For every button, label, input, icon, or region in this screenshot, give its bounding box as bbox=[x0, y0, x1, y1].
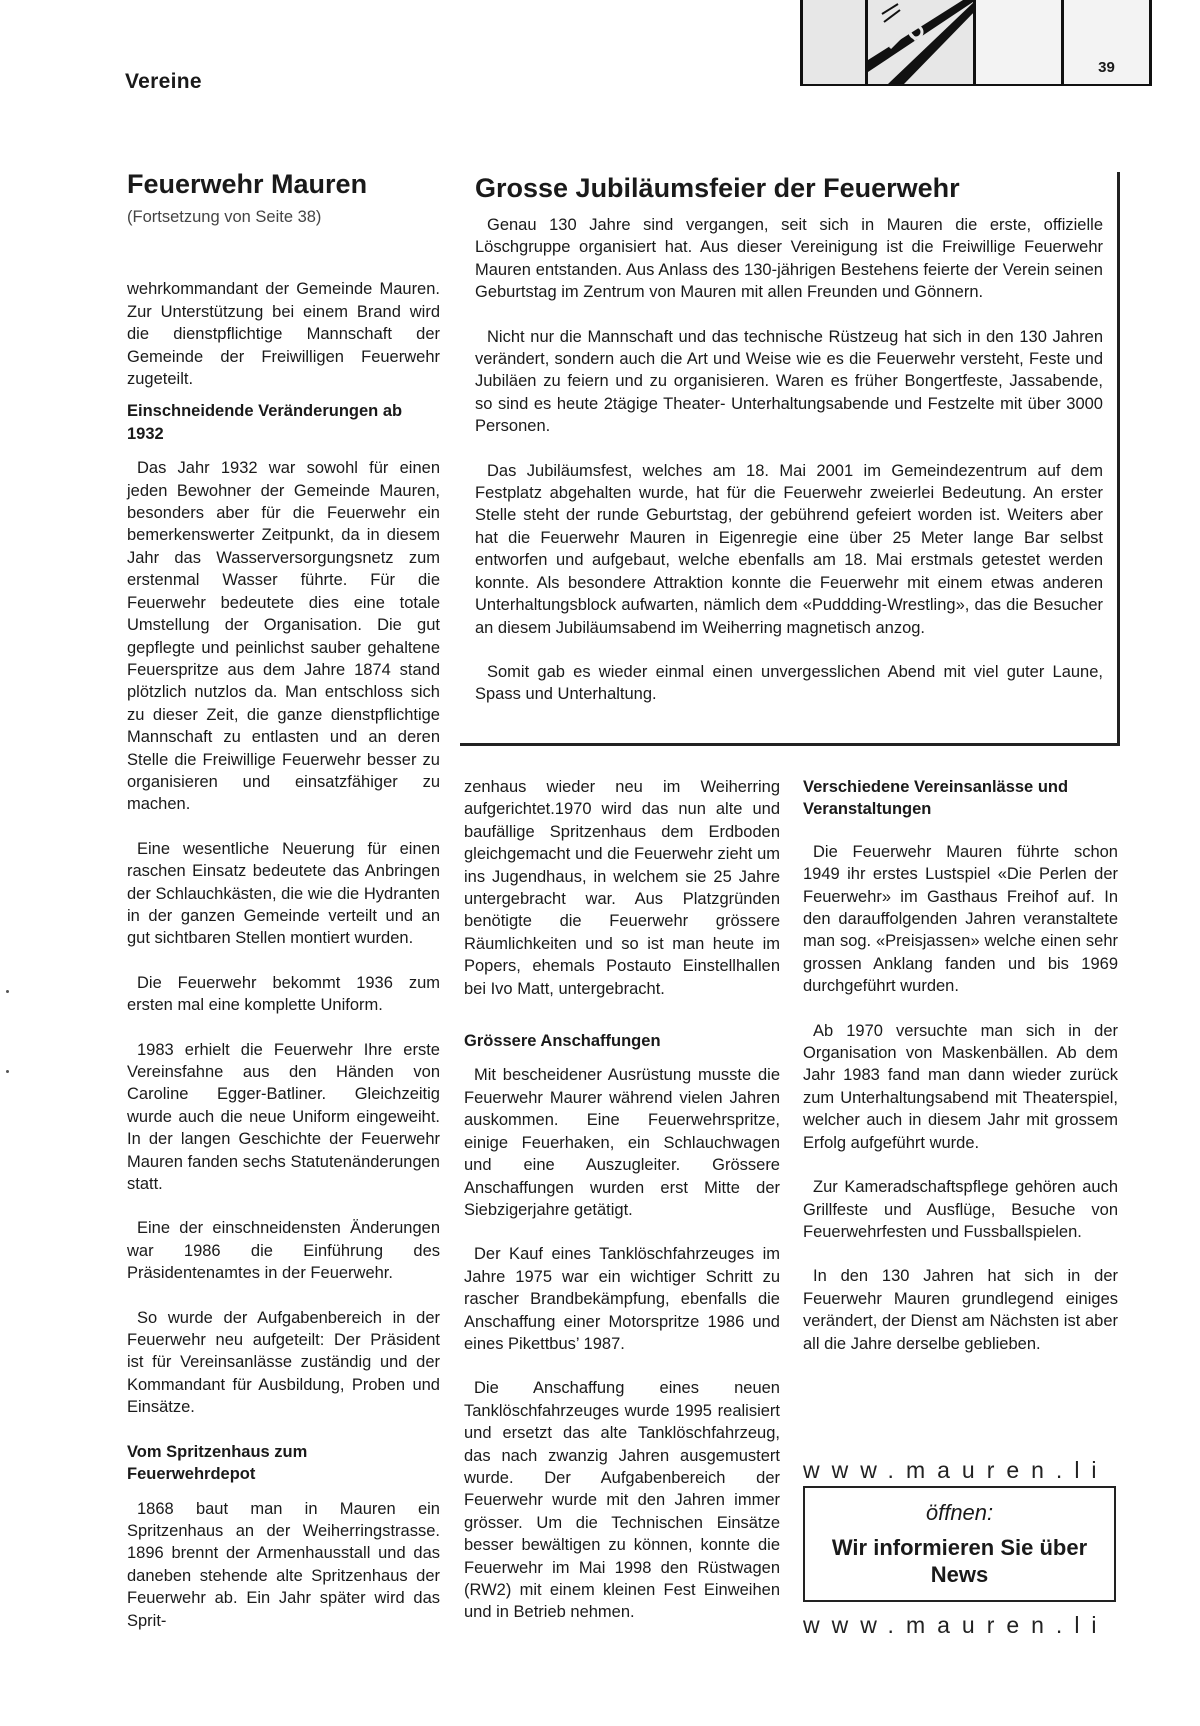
section-heading: Verschiedene Vereinsanlässe und Veranstaltungen bbox=[803, 778, 1069, 819]
page-header-strip bbox=[800, 0, 1200, 86]
scan-mark bbox=[6, 1070, 9, 1073]
column-middle bbox=[464, 776, 780, 1646]
column-left bbox=[127, 168, 440, 1654]
paragraph: Der Kauf eines Tanklöschfahrzeuges im Jahre 1975 war ein wichtiger Schritt zu rascher Brandbekämpfung, ebenfalls die Anschaffung einer Motorspritze 1986 und eines Pikettbus’ 1987. bbox=[464, 1245, 780, 1353]
paragraph: Das Jahr 1932 war sowohl für einen jeden Bewohner der Gemeinde Mauren, besonders aber für die Feuerwehr ein bemerkenswerter Zeitpunkt, da in diesem Jahr das Wasserversorgungsnetz zum erstenmal Wasser führte. Für die Feuerwehr bedeutete dies eine totale Umstellung der Organisation. Die gut gepflegte und peinlichst sauber gehaltene Feuerspritze aus dem Jahre 1874 stand plötzlich nutzlos da. Man entschloss sich zu dieser Zeit, die ganze dienstpflichtige Mannschaft zu entlasten und an deren Stelle die Freiwillige Feuerwehr besser zu organisieren und einsatzfähiger zu machen. bbox=[127, 459, 440, 814]
header-strip-cell bbox=[800, 0, 868, 84]
section-heading: Einschneidende Veränderungen ab 1932 bbox=[127, 402, 403, 443]
feature-title: Grosse Jubiläumsfeier der Feuerwehr bbox=[475, 173, 960, 203]
column-right bbox=[803, 776, 1118, 1377]
paragraph: Die Feuerwehr bekommt 1936 zum ersten mal eine komplette Uniform. bbox=[127, 973, 440, 1015]
paragraph: Die Feuerwehr Mauren führte schon 1949 ihr erstes Lustspiel «Die Perlen der Feuerwehr» im Gasthaus Freihof auf. In den darauffolgenden Jahren veranstaltete man sog. «Preisjassen» welche einen sehr grossen Anklang fanden und bis 1969 durchgeführt wurden. bbox=[803, 842, 1118, 996]
paragraph: Eine wesentliche Neuerung für einen raschen Einsatz bedeutete das Anbringen der Schlauchkästen, die wie die Hydranten in der ganzen Gemeinde verteilt und an gut sichtbaren Stellen montiert wurden. bbox=[127, 839, 440, 948]
header-rule bbox=[800, 84, 1152, 86]
header-strip-page-cell bbox=[1064, 0, 1152, 84]
ad-kicker: öffnen: bbox=[925, 1500, 994, 1525]
paragraph: zenhaus wieder neu im Weiherring aufgerichtet.1970 wird das nun alte und baufällige Spritzenhaus dem Erdboden gleichgemacht und die Feuerwehr zieht um ins Jugendhaus, in welchem sie 25 Jahre untergebracht war. Aus Platzgründen benötigte die Feuerwehr grössere Räumlichkeiten und so ist man heute im Popers, ehemals Postauto Einstellhallen bei Ivo Matt, untergebracht. bbox=[464, 778, 780, 998]
paragraph: Mit bescheidener Ausrüstung musste die Feuerwehr Maurer während vielen Jahren auskommen. Eine Feuerwehrspritze, einige Feuerhaken, ein Schlauchwagen und eine Auszugleiter. Grössere Anschaffungen wurden erst Mitte der Siebzigerjahre getätigt. bbox=[464, 1066, 780, 1219]
website-url[interactable]: www.mauren.li bbox=[803, 1612, 1109, 1638]
section-label: Vereine bbox=[125, 70, 202, 93]
paragraph: Zur Kameradschaftspflege gehören auch Grillfeste und Ausflüge, Besuche von Feuerwehrfesten und Fussballspielen. bbox=[803, 1178, 1118, 1241]
section-heading: Vom Spritzenhaus zum Feuerwehrdepot bbox=[127, 1442, 308, 1484]
paragraph: Genau 130 Jahre sind vergangen, seit sich in Mauren die erste, offizielle Löschgruppe organisiert hat. Aus dieser Vereinigung ist die Freiwillige Feuerwehr Mauren entstanden. Aus Anlass des 130-jährigen Bestehens feierte der Verein seinen Geburtstag im Zentrum von Mauren mit allen Freunden und Gönnern. bbox=[475, 216, 1103, 302]
website-url[interactable]: www.mauren.li bbox=[803, 1457, 1109, 1483]
section-heading: Grössere Anschaffungen bbox=[464, 1032, 661, 1051]
article-title: Feuerwehr Mauren bbox=[127, 169, 368, 199]
article-subtitle: (Fortsetzung von Seite 38) bbox=[127, 208, 322, 226]
paragraph: Somit gab es wieder einmal einen unvergesslichen Abend mit viel guter Laune, Spass und Unterhaltung. bbox=[475, 662, 1103, 704]
page-number: 39 bbox=[1098, 59, 1115, 76]
paragraph: In den 130 Jahren hat sich in der Feuerwehr Mauren grundlegend einiges verändert, der Dienst am Nächsten ist aber all die Jahre derselbe geblieben. bbox=[803, 1267, 1118, 1353]
header-strip-cell bbox=[976, 0, 1064, 84]
feature-body bbox=[475, 214, 1103, 728]
paragraph: So wurde der Aufgabenbereich in der Feuerwehr neu aufgeteilt: Der Präsident ist für Vereinsanlässe zuständig und der Kommandant für Ausbildung, Proben und Einsätze. bbox=[127, 1308, 440, 1417]
paragraph: Ab 1970 versuchte man sich in der Organisation von Maskenbällen. Ab dem Jahr 1983 fand man dann wieder zurück zum Unterhaltungsabend mit Theaterspiel, welcher auch in diesem Jahr mit grossem Erfolg aufgeführt wurde. bbox=[803, 1021, 1118, 1152]
scan-mark bbox=[6, 990, 9, 993]
ad-text: Wir informieren Sie über News bbox=[831, 1535, 1088, 1587]
paragraph: Das Jubiläumsfest, welches am 18. Mai 2001 im Gemeindezentrum auf dem Festplatz abgehalten wurde, hat für die Feuerwehr zweierlei Bedeutung. An erster Stelle steht der runde Geburtstag, der gebührend gefeiert worden ist. Weiters aber hat die Feuerwehr Mauren in Eigenregie eine über 25 Meter lange Bar selbst entworfen und aufgebaut, welche ebenfalls am 18. Mai erstmals getestet werden konnte. Als besondere Attraktion konnte die Feuerwehr mit einem etwas anderen Unterhaltungsblock aufwarten, nämlich dem «Puddding-Wrestling», das die Besucher an diesem Jubiläumsabend im Weiherring magnetisch anzog. bbox=[475, 461, 1103, 637]
paragraph: Eine der einschneidensten Änderungen war 1986 die Einführung des Präsidentenamtes in der Feuerwehr. bbox=[127, 1219, 440, 1283]
news-ad-box bbox=[803, 1486, 1116, 1602]
paragraph: Nicht nur die Mannschaft und das technische Rüstzeug hat sich in den 130 Jahren verändert, sondern auch die Art und Weise wie es die Feuerwehr versteht, Feste und Jubiläen zu feiern und zu organisieren. Waren es früher Bongertfeste, Jassabende, so sind es heute 2tägige Theater- Unterhaltungsabende und Festzelte mit über 3000 Personen. bbox=[475, 327, 1103, 436]
paragraph: wehrkommandant der Gemeinde Mauren. Zur Unterstützung bei einem Brand wird die dienstpflichtige Mannschaft der Gemeinde der Freiwilligen Feuerwehr zugeteilt. bbox=[127, 280, 440, 389]
paragraph: 1868 baut man in Mauren ein Spritzenhaus an der Weiherringstrasse. 1896 brennt der Armenhausstall und das daneben stehende alte Spritzenhaus der Feuerwehr ab. Ein Jahr später wird das Sprit- bbox=[127, 1499, 440, 1630]
paragraph: Die Anschaffung eines neuen Tanklöschfahrzeuges wurde 1995 realisiert und ersetzt das alte Tanklöschfahrzeug, das nach zwanzig Jahren ausgemustert wurde. Der Aufgabenbereich der Feuerwehr wurde mit den Jahren immer grösser. Um die Technischen Einsätze besser bewältigen zu können, konnte die Feuerwehr im Mai 1998 den Rüstwagen (RW2) mit einem kleinen Fest Einweihen und in Betrieb nehmen. bbox=[464, 1379, 780, 1622]
coat-of-arms-icon bbox=[868, 0, 976, 84]
paragraph: 1983 erhielt die Feuerwehr Ihre erste Vereinsfahne aus den Händen von Caroline Egger-Batliner. Gleichzeitig wurde auch die neue Uniform eingeweiht. In der langen Geschichte der Feuerwehr Mauren fanden sechs Statutenänderungen statt. bbox=[127, 1040, 440, 1194]
feature-box bbox=[460, 172, 1120, 746]
